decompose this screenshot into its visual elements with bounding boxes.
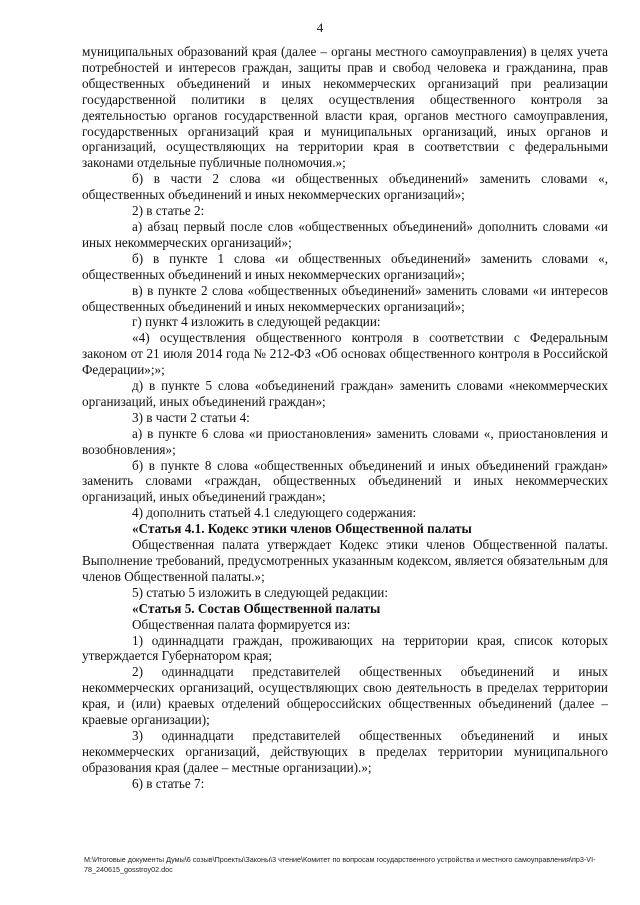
paragraph: д) в пункте 5 слова «объединений граждан» заменить словами «некоммерческих организаций, иных объединений граждан»; [82,378,608,409]
file-path-footer: М:\Итоговые документы Думы\6 созыв\Проекты\Законы\3 чтение\Комитет по вопросам государственного устройства и местного самоуправления\пр3-VI-78_240615_gosstroy02.doc [84,855,596,874]
paragraph: 6) в статье 7: [132,775,205,791]
paragraph: 1) одиннадцати граждан, проживающих на территории края, список которых утверждается Губернатором края; [82,632,608,664]
paragraph: 2) одиннадцати представителей общественных объединений и иных некоммерческих организаций, осуществляющих свою деятельность в пределах территории края, и (или) краевых отделений общероссийских общественных объединений (далее – краевые организации); [82,664,608,728]
paragraph: 4) дополнить статьей 4.1 следующего содержания: [132,505,417,521]
paragraph: б) в пункте 8 слова «общественных объединений и иных объединений граждан» заменить словами «граждан, общественных объединений и иных некоммерческих организаций, иных объединений граждан»; [82,457,608,505]
paragraph: 3) одиннадцати представителей общественных объединений и иных некоммерческих организаций, действующих в пределах территории муниципального образования края (далее – местные организации).»; [82,727,608,775]
paragraph: Общественная палата формируется из: [132,616,351,632]
paragraph: г) пункт 4 изложить в следующей редакции: [132,314,381,330]
page-number: 4 [316,20,324,35]
paragraph: «4) осуществления общественного контроля в соответствии с Федеральным законом от 21 июля 2014 года № 212-ФЗ «Об основах общественного контроля в Российской Федерации»;»; [82,330,608,378]
paragraph: муниципальных образований края (далее – органы местного самоуправления) в целях учета потребностей и интересов граждан, защиты прав и свобод человека и гражданина, прав общественных объединений и иных некоммерческих организаций при реализации государственной политики в целях осуществления общественного контроля за деятельностью органов государственной власти края, органов местного самоуправления, государственных организаций края и муниципальных организаций, иных органов и организаций, осуществляющих на территории края в соответствии с федеральными законами отдельные публичные полномочия.»; [82,44,608,171]
paragraph: 5) статью 5 изложить в следующей редакции: [132,584,388,600]
paragraph: а) абзац первый после слов «общественных объединений» дополнить словами «и иных некоммерческих организаций»; [82,218,608,250]
paragraph: а) в пункте 6 слова «и приостановления» заменить словами «, приостановления и возобновления»; [82,425,608,457]
paragraph: 3) в части 2 статьи 4: [132,409,250,425]
paragraph: б) в части 2 слова «и общественных объединений» заменить словами «, общественных объединений и иных некоммерческих организаций»; [82,171,608,203]
paragraph: Общественная палата утверждает Кодекс этики членов Общественной палаты. Выполнение требований, предусмотренных указанным кодексом, является обязательным для членов Общественной палаты.»; [82,537,608,584]
paragraph: б) в пункте 1 слова «и общественных объединений» заменить словами «, общественных объединений и иных некоммерческих организаций»; [82,250,608,282]
paragraph: 2) в статье 2: [132,203,205,219]
article-heading: «Статья 5. Состав Общественной палаты [132,600,381,616]
paragraph: в) в пункте 2 слова «общественных объединений» заменить словами «и интересов общественных объединений и иных некоммерческих организаций»; [82,282,608,314]
article-heading: «Статья 4.1. Кодекс этики членов Общественной палаты [132,521,472,537]
document-body [82,44,608,792]
